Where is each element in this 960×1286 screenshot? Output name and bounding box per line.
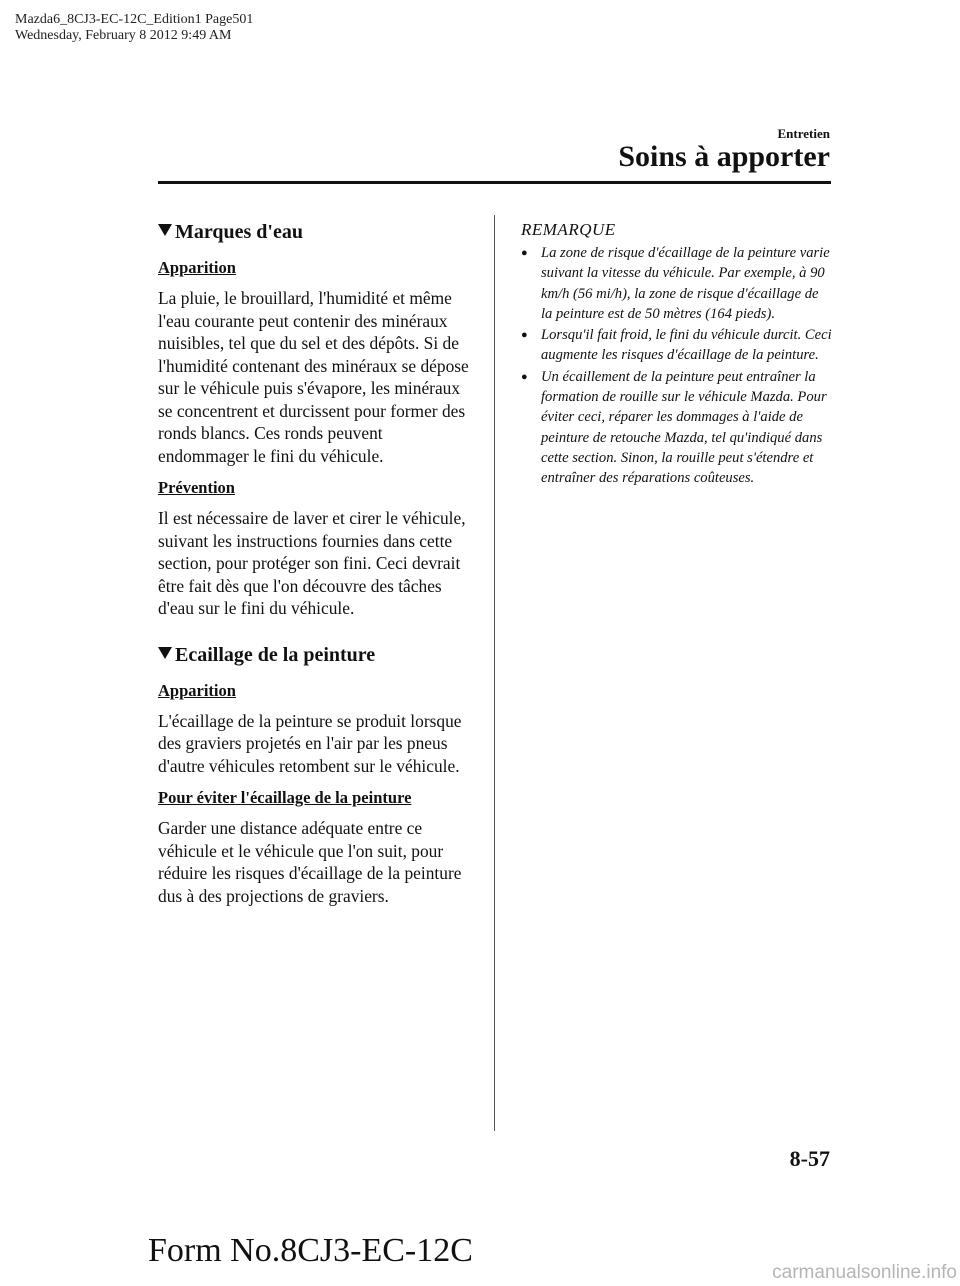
print-metadata-line1: Mazda6_8CJ3-EC-12C_Edition1 Page501 <box>15 12 254 27</box>
right-column <box>521 219 833 490</box>
form-number: Form No.8CJ3-EC-12C <box>148 1232 473 1269</box>
header-divider <box>158 181 831 184</box>
bullet-icon: ● <box>521 370 528 383</box>
note-item <box>521 325 833 366</box>
subheading-prevention: Prévention <box>158 478 235 497</box>
triangle-down-icon <box>158 647 172 659</box>
watermark: carmanualsonline.info <box>772 1262 957 1283</box>
note-list <box>521 243 833 489</box>
print-metadata-line2: Wednesday, February 8 2012 9:49 AM <box>15 28 232 43</box>
bullet-icon: ● <box>521 329 528 342</box>
print-metadata <box>15 12 253 44</box>
section-heading-water-marks <box>158 219 470 245</box>
section-heading-text: Ecaillage de la peinture <box>175 643 376 666</box>
note-item <box>521 243 833 324</box>
page-number: 8-57 <box>789 1146 830 1171</box>
section-gap <box>158 630 470 642</box>
left-column <box>158 219 470 917</box>
note-title: REMARQUE <box>521 220 616 239</box>
column-divider <box>494 215 495 1131</box>
section-heading-paint-chipping <box>158 642 470 668</box>
bullet-icon: ● <box>521 247 528 259</box>
page-title: Soins à apporter <box>618 140 830 173</box>
triangle-down-icon <box>158 224 172 236</box>
subheading-avoid-chipping: Pour éviter l'écaillage de la peinture <box>158 788 412 807</box>
subheading-appearance: Apparition <box>158 258 236 277</box>
paragraph-avoid-chipping: Garder une distance adéquate entre ce véhicule et le véhicule que l'on suit, pour réduire les risques d'écaillage de la peinture dus à des projections de graviers. <box>158 818 462 906</box>
note-item-text: La zone de risque d'écaillage de la peinture varie suivant la vitesse du véhicule. Par exemple, à 90 km/h (56 mi/h), la zone de risque d'écaillage de la peinture est de 50 mètres (164 pieds). <box>541 245 830 322</box>
paragraph-water-marks-prevention: Il est nécessaire de laver et cirer le véhicule, suivant les instructions fournies dans cette section, pour protéger son fini. Ceci devrait être fait dès que l'on découvre des tâches d'eau sur le fini du véhicule. <box>158 508 466 618</box>
section-heading-text: Marques d'eau <box>175 221 303 243</box>
note-item <box>521 367 833 489</box>
note-item-text: Un écaillement de la peinture peut entraîner la formation de rouille sur le véhicule Mazda. Pour éviter ceci, réparer les dommages à l'aide de peinture de retouche Mazda, tel qu'indiqué dans cette section. Sinon, la rouille peut s'étendre et entraîner des réparations coûteuses. <box>541 368 827 487</box>
note-item-text: Lorsqu'il fait froid, le fini du véhicule durcit. Ceci augmente les risques d'écaillage de la peinture. <box>541 327 832 364</box>
paragraph-water-marks-appearance: La pluie, le brouillard, l'humidité et même l'eau courante peut contenir des minéraux nuisibles, tel que du sel et des dépôts. Si de l'humidité contenant des minéraux se dépose sur le véhicule puis s'évapore, les minéraux se concentrent et durcissent pour former des ronds blancs. Ces ronds peuvent endommager le fini du véhicule. <box>158 288 469 466</box>
subheading-appearance: Apparition <box>158 680 236 700</box>
chapter-label: Entretien <box>777 126 830 141</box>
paragraph-paint-chipping-appearance: L'écaillage de la peinture se produit lorsque des graviers projetés en l'air par les pneus d'autre véhicules retombent sur le véhicule. <box>158 710 462 776</box>
